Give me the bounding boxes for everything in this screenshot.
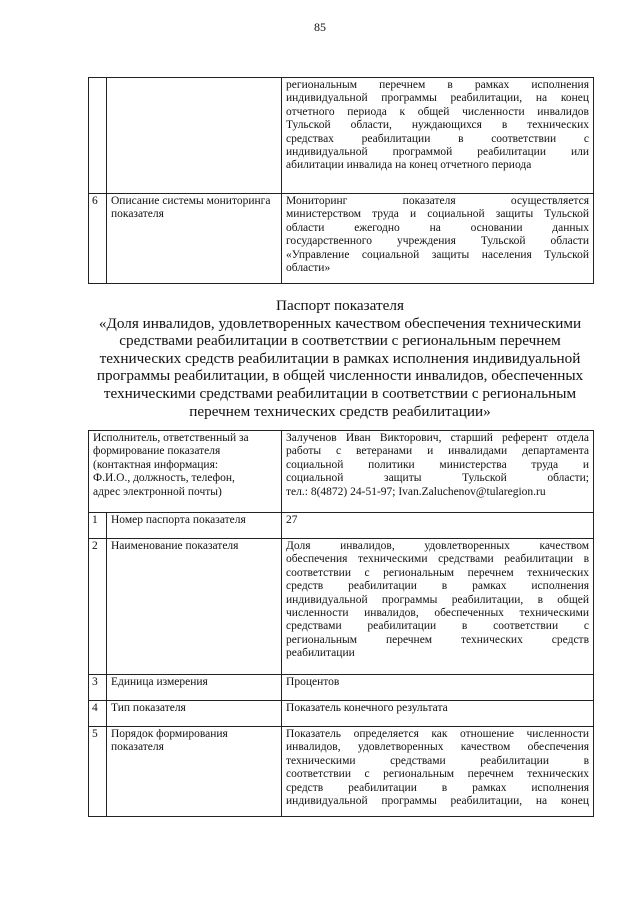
row-label-cell: Наименование показателя [107,539,282,675]
text-line: индивидуальной программы реабилитации, на конец [286,92,589,105]
row-value-cell [282,701,594,727]
table-row [89,727,594,817]
passport-name-line: «Доля инвалидов, удовлетворенных качеством обеспечения техническими [98,314,582,332]
text-line: численности инвалидов, обеспеченных техническими [286,607,590,620]
text-line: тел.: 8(4872) 24-51-97; Ivan.Zaluchenov@tularegion.ru [286,485,546,498]
executor-label-cell [89,431,282,513]
text-line: средствами реабилитации в соответствии с [286,620,590,633]
text-line: формирование показателя [93,445,221,458]
passport-name-line: перечнем технических средств реабилитации» [189,402,491,420]
text-line: региональным перечнем в рамках исполнения [286,79,589,91]
passport-heading [80,297,600,420]
row-number-cell: 6 [89,194,107,284]
row-label-cell: Описание системы мониторинга показателя [107,194,282,284]
text-line: соответствии с региональным перечнем технических [286,768,590,781]
text-line: Процентов [286,676,340,688]
text-line: министерством труда и социальной защиты Тульской [286,208,589,221]
text-line: социальной политики министерства труда и [286,458,590,471]
row-number-cell: 2 [89,539,107,675]
table-row [89,513,594,539]
text-line: 27 [286,514,298,526]
text-line: индивидуальной программы реабилитации, на конец [286,795,590,808]
row-label-cell: Единица измерения [107,675,282,701]
text-line: абилитации инвалида на конец отчетного периода [286,159,532,172]
text-line: реабилитации [286,647,355,660]
text-line: инвалидов, удовлетворенных качеством обеспечения [286,741,590,754]
text-line: Доля инвалидов, удовлетворенных качеством [286,540,590,552]
row-label-cell: Тип показателя [107,701,282,727]
text-line: отчетного периода к общей численности инвалидов [286,105,589,118]
table-row [89,78,594,194]
indicator-table-continued [88,77,594,284]
text-line: Тульской области, нуждающихся в технических [286,119,589,132]
text-line: средств реабилитации в рамках исполнения [286,580,590,593]
passport-name-line: технических средств реабилитации в рамках исполнения индивидуальной [99,349,581,367]
table-row [89,431,594,513]
text-line: средствах реабилитации в соответствии с [286,132,589,145]
text-line: (контактная информация: [93,458,219,471]
row-label-cell: Номер паспорта показателя [107,513,282,539]
text-line: Показатель конечного результата [286,702,448,714]
text-line: региональным перечнем технических средств [286,633,590,646]
text-line: области» [286,262,331,275]
row-value-cell [282,539,594,675]
row-number-cell [89,78,107,194]
table-row [89,539,594,675]
passport-name-line: техническими средствами реабилитации в соответствии с региональным [103,384,577,402]
text-line: Ф.И.О., должность, телефон, [93,472,235,485]
row-number-cell: 5 [89,727,107,817]
row-number-cell: 1 [89,513,107,539]
text-line: техническими средствами реабилитации в [286,754,590,767]
row-label-cell: Порядок формирования показателя [107,727,282,817]
text-line: работы с ветеранами и инвалидами департамента [286,445,590,458]
row-value-cell [282,675,594,701]
text-line: Показатель определяется как отношение численности [286,728,590,740]
text-line: Исполнитель, ответственный за [93,432,249,444]
table-row [89,675,594,701]
text-line: индивидуальной программой реабилитации или [286,146,589,159]
passport-name-line: программы реабилитации, в общей численности инвалидов, обеспеченных [96,367,584,385]
text-line: «Управление социальной защиты населения Тульской [286,248,589,261]
text-line: области ежегодно на основании данных [286,221,589,234]
passport-title: Паспорт показателя [276,297,404,314]
text-line: обеспечения техническими средствами реабилитации в [286,553,590,566]
passport-table [88,430,594,817]
table-row [89,194,594,284]
text-line: государственного учреждения Тульской области [286,235,589,248]
row-label-cell [107,78,282,194]
text-line: Залученов Иван Викторович, старший референт отдела [286,432,590,444]
text-line: социальной защиты Тульской области; [286,472,590,485]
executor-value-cell [282,431,594,513]
text-line: адрес электронной почты) [93,485,222,498]
row-number-cell: 3 [89,675,107,701]
row-value-cell [282,194,594,284]
row-value-cell [282,513,594,539]
text-line: Мониторинг показателя осуществляется [286,195,589,207]
row-number-cell: 4 [89,701,107,727]
text-line: индивидуальной программы реабилитации, в общей [286,593,590,606]
text-line: соответствии с региональным перечнем технических [286,566,590,579]
page-number: 85 [314,20,326,34]
text-line: средств реабилитации в рамках исполнения [286,781,590,794]
row-value-cell [282,727,594,817]
row-value-cell [282,78,594,194]
passport-name-line: средствами реабилитации в соответствии с региональным перечнем [119,332,561,350]
table-row [89,701,594,727]
